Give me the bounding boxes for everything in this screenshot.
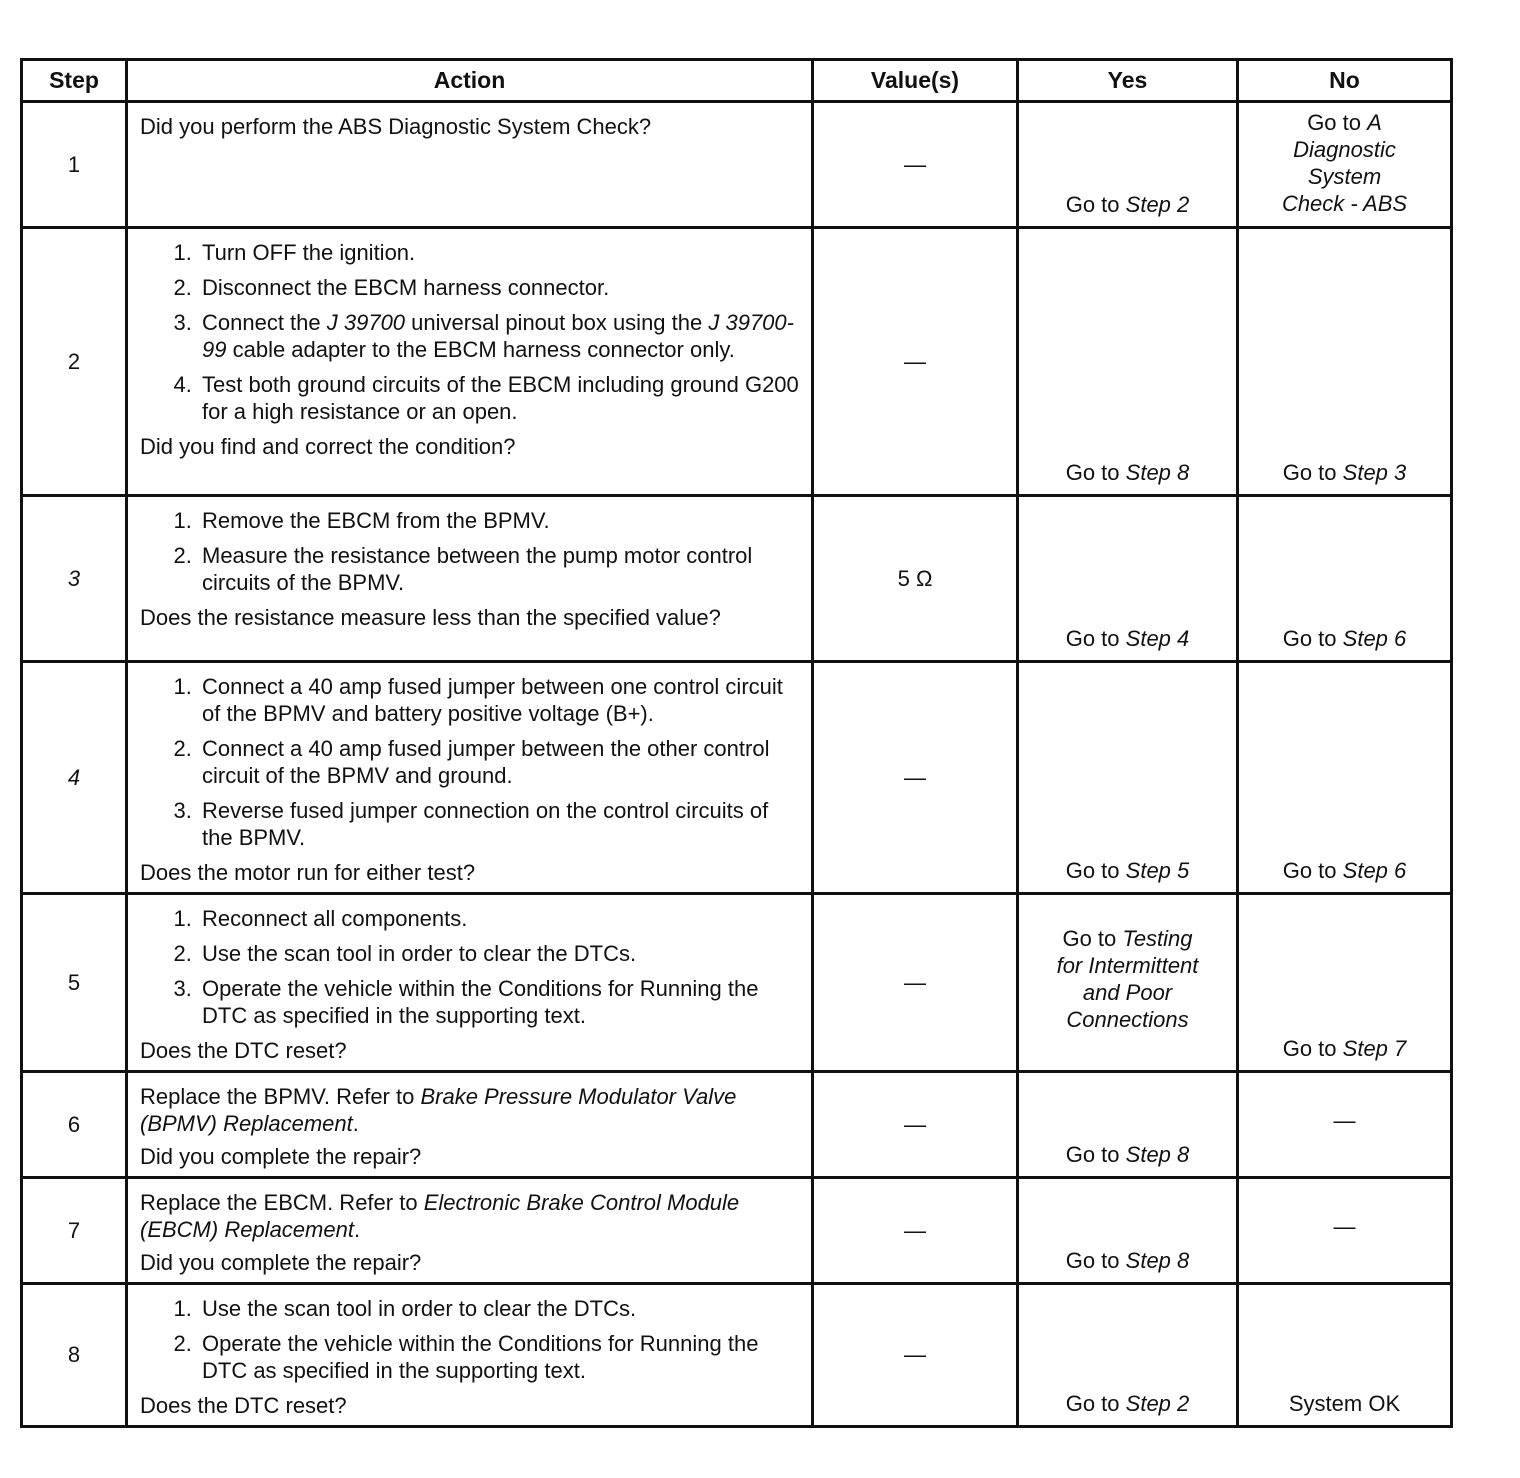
yes-ref: Step 8 xyxy=(1125,460,1190,485)
action-question: Does the motor run for either test? xyxy=(140,860,476,885)
action-cell xyxy=(127,228,813,496)
yes-cell xyxy=(1018,662,1238,894)
action-steps xyxy=(140,673,799,851)
yes-prefix: Go to xyxy=(1065,626,1120,651)
action-question: Does the DTC reset? xyxy=(140,1038,347,1063)
yes-ref: Step 2 xyxy=(1125,1391,1190,1416)
step-number: 1 xyxy=(22,102,127,228)
action-lead: Replace the EBCM. Refer to Electronic Brake Control Module (EBCM) Replacement. xyxy=(140,1190,740,1242)
yes-ref: Step 5 xyxy=(1125,858,1190,883)
action-step: 1. Turn OFF the ignition. xyxy=(198,239,799,266)
value-cell: — xyxy=(813,1284,1018,1427)
yes-prefix: Go to xyxy=(1065,460,1120,485)
action-question: Does the DTC reset? xyxy=(140,1393,347,1418)
no-prefix: Go to xyxy=(1282,1036,1337,1061)
diagnostic-table xyxy=(20,58,1453,1428)
yes-cell xyxy=(1018,1284,1238,1427)
action-step: 2. Disconnect the EBCM harness connector. xyxy=(198,274,799,301)
step-number: 2 xyxy=(22,228,127,496)
no-ref: Step 7 xyxy=(1342,1036,1407,1061)
action-cell xyxy=(127,1284,813,1427)
yes-ref: Step 8 xyxy=(1125,1248,1190,1273)
action-step: 3. Reverse fused jumper connection on the control circuits of the BPMV. xyxy=(198,797,799,851)
action-cell xyxy=(127,662,813,894)
action-step: 1. Reconnect all components. xyxy=(198,905,799,932)
step-number: 4 xyxy=(22,662,127,894)
yes-ref-line: Testing xyxy=(1122,926,1193,951)
table-row xyxy=(22,1072,1452,1178)
action-text: Replace the BPMV. Refer to xyxy=(140,1084,421,1109)
procedure-ref: Electronic Brake Control Module (EBCM) Replacement xyxy=(140,1190,740,1242)
yes-cell xyxy=(1018,228,1238,496)
action-step: 2. Use the scan tool in order to clear the DTCs. xyxy=(198,940,799,967)
action-step: 1. Remove the EBCM from the BPMV. xyxy=(198,507,799,534)
no-cell: System OK xyxy=(1238,1284,1452,1427)
action-question: Did you perform the ABS Diagnostic System Check? xyxy=(140,114,652,139)
step-number: 8 xyxy=(22,1284,127,1427)
step-number: 6 xyxy=(22,1072,127,1178)
value-cell: — xyxy=(813,102,1018,228)
action-cell xyxy=(127,1178,813,1284)
no-ref-line: Check - ABS xyxy=(1281,191,1408,216)
no-cell xyxy=(1238,102,1452,228)
action-step: 4. Test both ground circuits of the EBCM including ground G200 for a high resistance or an open. xyxy=(198,371,799,425)
action-steps xyxy=(140,1295,799,1384)
value-cell: — xyxy=(813,894,1018,1072)
no-prefix: Go to xyxy=(1307,110,1361,135)
action-step: 2. Measure the resistance between the pump motor control circuits of the BPMV. xyxy=(198,542,799,596)
value-cell: 5 Ω xyxy=(813,496,1018,662)
yes-cell xyxy=(1018,894,1238,1072)
header-no: No xyxy=(1238,60,1452,102)
action-step: 2. Operate the vehicle within the Conditions for Running the DTC as specified in the supporting text. xyxy=(198,1330,799,1384)
yes-ref: Step 8 xyxy=(1125,1142,1190,1167)
no-ref-line: System xyxy=(1307,164,1382,189)
tool-ref: J 39700 xyxy=(326,310,406,335)
action-step: 1. Use the scan tool in order to clear the DTCs. xyxy=(198,1295,799,1322)
header-action: Action xyxy=(127,60,813,102)
action-steps xyxy=(140,239,799,425)
header-step: Step xyxy=(22,60,127,102)
yes-prefix: Go to xyxy=(1065,1391,1120,1416)
action-cell xyxy=(127,102,813,228)
header-yes: Yes xyxy=(1018,60,1238,102)
tool-ref: J 39700-99 xyxy=(202,310,794,362)
yes-prefix: Go to xyxy=(1065,1142,1120,1167)
value-cell: — xyxy=(813,1072,1018,1178)
no-cell xyxy=(1238,894,1452,1072)
action-text: cable adapter to the EBCM harness connector only. xyxy=(226,337,735,362)
action-question: Did you complete the repair? xyxy=(140,1144,422,1169)
action-text: Connect the xyxy=(202,310,327,335)
yes-cell xyxy=(1018,496,1238,662)
no-cell xyxy=(1238,228,1452,496)
header-values: Value(s) xyxy=(813,60,1018,102)
yes-ref: Step 4 xyxy=(1125,626,1190,651)
action-cell xyxy=(127,496,813,662)
no-cell: — xyxy=(1238,1178,1452,1284)
action-cell xyxy=(127,894,813,1072)
step-number: 7 xyxy=(22,1178,127,1284)
yes-cell xyxy=(1018,1178,1238,1284)
table-row xyxy=(22,894,1452,1072)
action-step: 1. Connect a 40 amp fused jumper between one control circuit of the BPMV and battery positive voltage (B+). xyxy=(198,673,799,727)
no-prefix: Go to xyxy=(1282,858,1337,883)
value-cell: — xyxy=(813,228,1018,496)
yes-ref: Step 2 xyxy=(1125,192,1190,217)
action-step: 3. Operate the vehicle within the Conditions for Running the DTC as specified in the supporting text. xyxy=(198,975,799,1029)
yes-ref-line: for Intermittent xyxy=(1056,953,1199,978)
action-steps xyxy=(140,507,799,596)
yes-prefix: Go to xyxy=(1065,1248,1120,1273)
action-question: Did you find and correct the condition? xyxy=(140,434,516,459)
header-row xyxy=(22,60,1452,102)
action-cell xyxy=(127,1072,813,1178)
value-cell: — xyxy=(813,662,1018,894)
no-ref-line: Diagnostic xyxy=(1293,137,1396,162)
action-lead: Replace the BPMV. Refer to Brake Pressure Modulator Valve (BPMV) Replacement. xyxy=(140,1084,737,1136)
action-step xyxy=(198,309,799,363)
no-prefix: Go to xyxy=(1282,626,1337,651)
table-row xyxy=(22,228,1452,496)
no-ref: Step 6 xyxy=(1342,626,1407,651)
no-cell xyxy=(1238,496,1452,662)
step-number: 3 xyxy=(22,496,127,662)
no-ref: Step 3 xyxy=(1342,460,1407,485)
action-question: Did you complete the repair? xyxy=(140,1250,422,1275)
action-step: 2. Connect a 40 amp fused jumper between the other control circuit of the BPMV and ground. xyxy=(198,735,799,789)
yes-prefix: Go to xyxy=(1065,192,1120,217)
table-row xyxy=(22,662,1452,894)
yes-ref-line: Connections xyxy=(1066,1007,1189,1032)
step-number: 5 xyxy=(22,894,127,1072)
no-cell: — xyxy=(1238,1072,1452,1178)
table-row xyxy=(22,496,1452,662)
table-row xyxy=(22,102,1452,228)
table-row xyxy=(22,1284,1452,1427)
yes-prefix: Go to xyxy=(1065,858,1120,883)
no-cell xyxy=(1238,662,1452,894)
action-steps xyxy=(140,905,799,1029)
yes-cell xyxy=(1018,102,1238,228)
yes-cell xyxy=(1018,1072,1238,1178)
yes-ref-line: and Poor xyxy=(1082,980,1173,1005)
action-text: Replace the EBCM. Refer to xyxy=(140,1190,424,1215)
procedure-ref: Brake Pressure Modulator Valve (BPMV) Replacement xyxy=(140,1084,737,1136)
no-ref: Step 6 xyxy=(1342,858,1407,883)
table-row xyxy=(22,1178,1452,1284)
yes-prefix: Go to xyxy=(1062,926,1117,951)
value-cell: — xyxy=(813,1178,1018,1284)
action-question: Does the resistance measure less than the specified value? xyxy=(140,605,721,630)
no-prefix: Go to xyxy=(1282,460,1337,485)
action-text: universal pinout box using the xyxy=(405,310,709,335)
no-ref-line: A xyxy=(1367,110,1382,135)
